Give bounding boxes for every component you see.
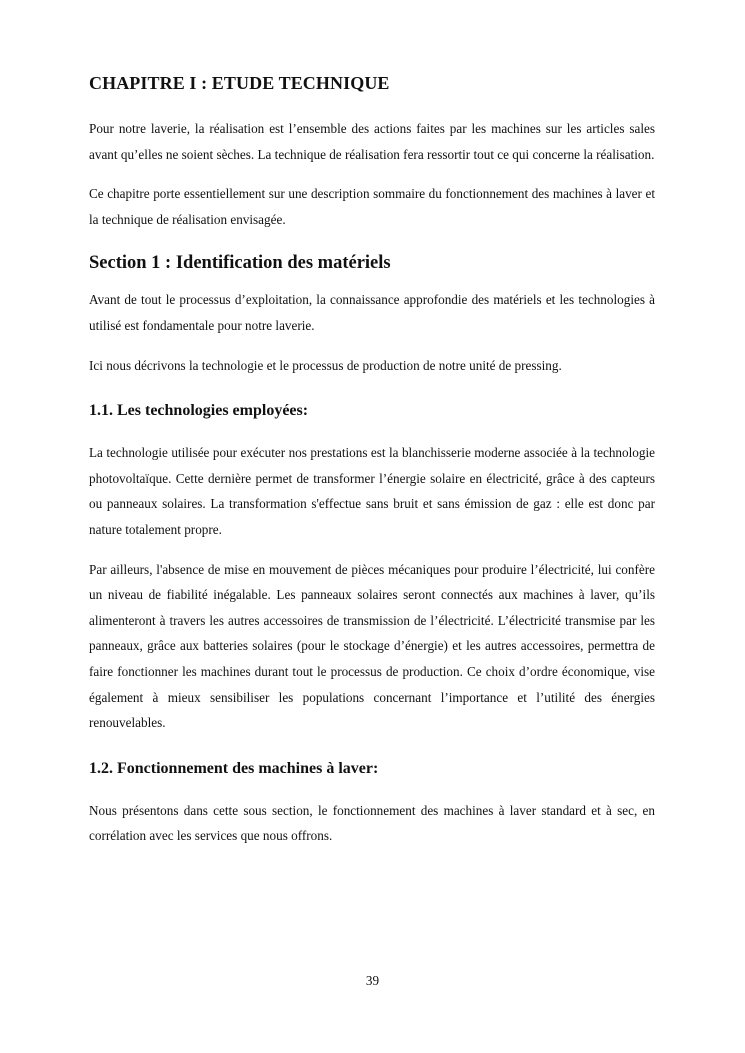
chapter-title: CHAPITRE I : ETUDE TECHNIQUE — [89, 73, 390, 93]
intro-paragraph-2: Ce chapitre porte essentiellement sur une description sommaire du fonctionnement des machines à laver et la technique de réalisation envisagée. — [89, 186, 655, 227]
document-page — [89, 70, 655, 863]
section-1-paragraph-1: Avant de tout le processus d’exploitation, la connaissance approfondie des matériels et les technologies à utilisé est fondamentale pour notre laverie. — [89, 292, 655, 333]
subsection-1-2-title: 1.2. Fonctionnement des machines à laver: — [89, 759, 379, 777]
section-1-title: Section 1 : Identification des matériels — [89, 253, 391, 274]
subsection-1-1-paragraph-1: La technologie utilisée pour exécuter nos prestations est la blanchisserie moderne associée à la technologie photovoltaïque. Cette dernière permet de transformer l’énergie solaire en électricité, grâce à des capteurs ou panneaux solaires. La transformation s'effectue sans bruit et sans émission de gaz : elle est donc par nature totalement propre. — [89, 445, 655, 537]
section-1-paragraph-2: Ici nous décrivons la technologie et le processus de production de notre unité de pressing. — [89, 357, 562, 373]
intro-paragraph-1: Pour notre laverie, la réalisation est l’ensemble des actions faites par les machines sur les articles sales avant qu’elles ne soient sèches. La technique de réalisation fera ressortir tout ce qui concerne la réalisation. — [89, 121, 655, 162]
page-number: 39 — [365, 973, 380, 988]
subsection-1-1-paragraph-2: Par ailleurs, l'absence de mise en mouvement de pièces mécaniques pour produire l’électricité, lui confère un niveau de fiabilité inégalable. Les panneaux solaires seront connectés aux machines à laver, qu’ils alimenteront à travers les autres accessoires de transmission de l’électricité. L’électricité transmise par les panneaux, grâce aux batteries solaires (pour le stockage d’énergie) et les autres accessoires, permettra de faire fonctionner les machines durant tout le processus de production. Ce choix d’ordre économique, vise également à mieux sensibiliser les populations concernant l’importance et l’utilité des énergies renouvelables. — [89, 561, 655, 731]
subsection-1-1-title: 1.1. Les technologies employées: — [89, 402, 309, 420]
subsection-1-2-paragraph-1: Nous présentons dans cette sous section, le fonctionnement des machines à laver standard et à sec, en corrélation avec les services que nous offrons. — [89, 802, 655, 844]
